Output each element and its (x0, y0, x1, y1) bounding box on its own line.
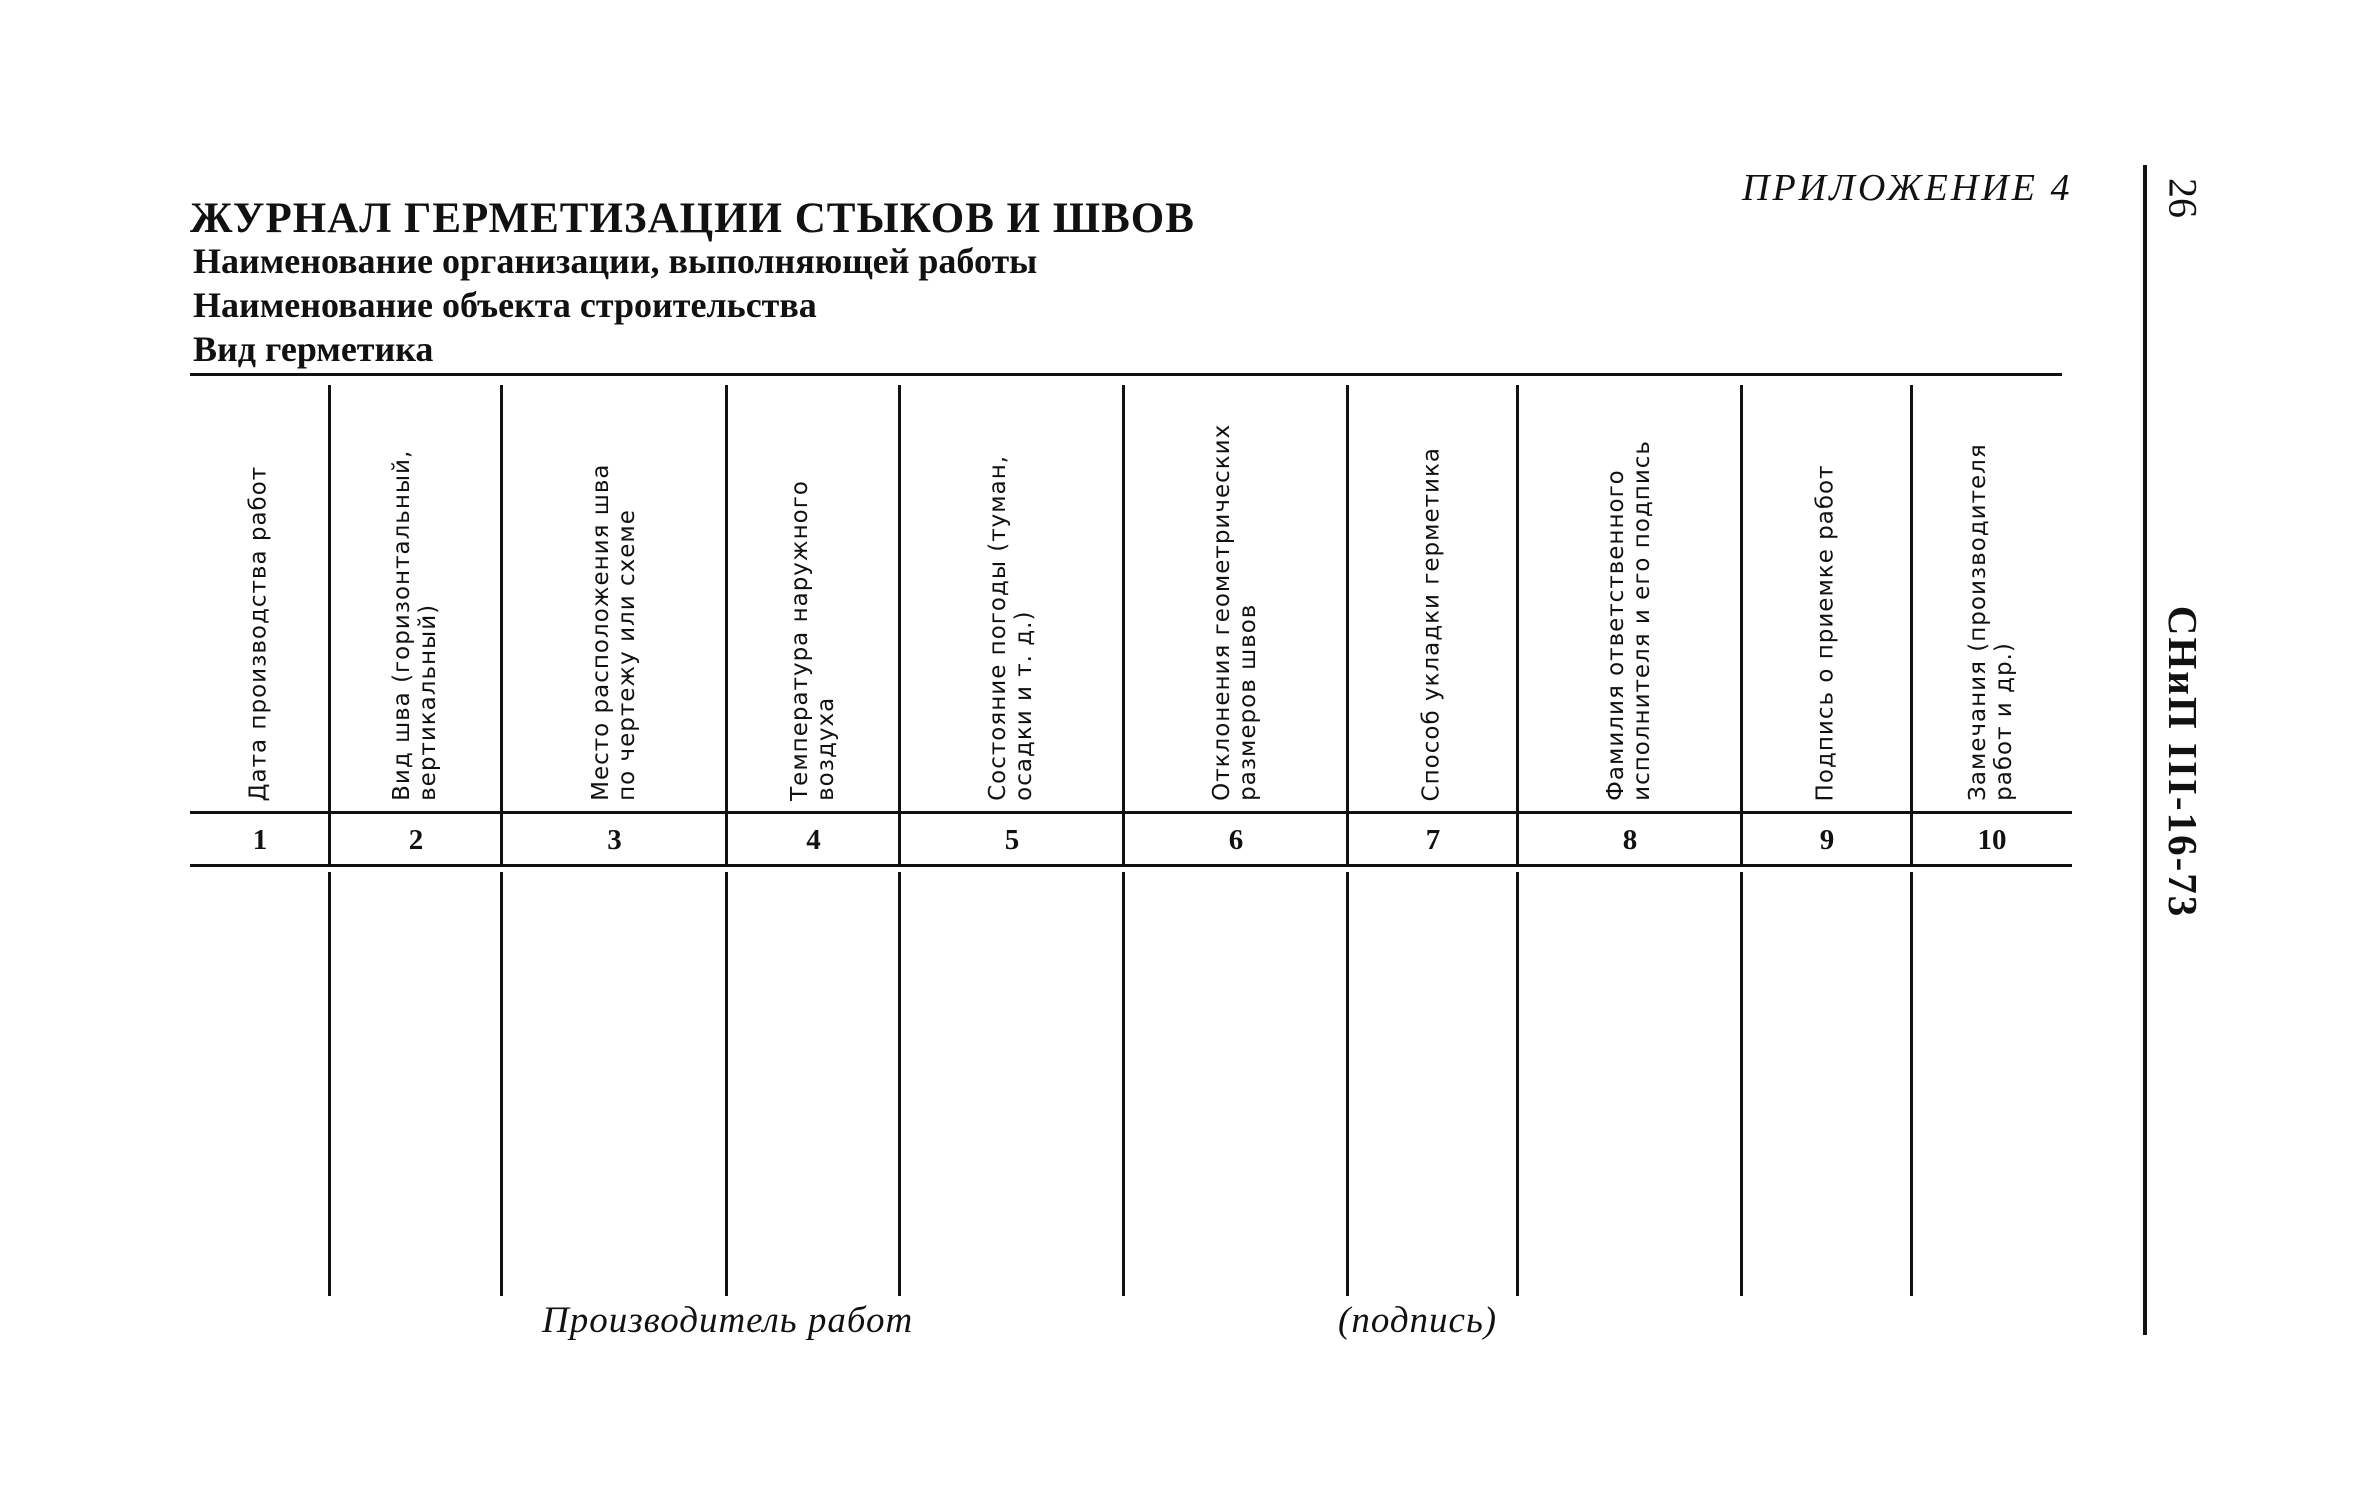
sealant-field-label: Вид герметика (193, 329, 434, 369)
column-divider (725, 811, 728, 867)
organization-field-label: Наименование организации, выполняющей работы (193, 241, 1038, 281)
column-divider (328, 811, 331, 867)
column-number-10: 10 (1977, 824, 2007, 856)
column-header-text (1965, 443, 2018, 801)
column-header-line: воздуха (813, 696, 840, 801)
signature-label: (подпись) (1338, 1300, 1498, 1341)
column-header-5 (900, 383, 1124, 801)
column-header-text (246, 465, 272, 801)
column-number-4: 4 (806, 824, 821, 856)
column-divider (1740, 385, 1743, 815)
column-header-text (1419, 447, 1445, 801)
column-divider (898, 872, 901, 1296)
column-header-line: Способ укладки герметика (1418, 446, 1445, 801)
column-header-line: Отклонения геометрических (1209, 423, 1236, 801)
column-header-text (1603, 440, 1656, 801)
column-header-4 (727, 383, 900, 801)
column-header-line: Температура наружного (786, 480, 813, 801)
column-header-10 (1912, 383, 2072, 801)
column-header-text (787, 480, 840, 801)
column-divider (500, 385, 503, 815)
column-divider (1516, 811, 1519, 867)
column-header-line: вертикальный) (415, 603, 442, 801)
column-divider (328, 385, 331, 815)
column-header-7 (1348, 383, 1518, 801)
numbers-bottom-rule (190, 864, 2072, 867)
column-divider (1740, 872, 1743, 1296)
column-divider (1910, 872, 1913, 1296)
column-divider (898, 385, 901, 815)
margin-rule (2143, 165, 2147, 1335)
column-header-text (588, 464, 641, 801)
column-number-5: 5 (1004, 824, 1020, 856)
column-divider (1516, 872, 1519, 1296)
column-header-text (985, 455, 1038, 801)
column-number-8: 8 (1622, 824, 1638, 856)
column-divider (1346, 811, 1349, 867)
column-divider (1346, 385, 1349, 815)
appendix-label: ПРИЛОЖЕНИЕ 4 (1742, 167, 2073, 209)
column-header-line: Фамилия ответственного (1603, 469, 1630, 801)
column-divider (328, 872, 331, 1296)
column-header-line: работ и др.) (1991, 642, 2018, 801)
column-number-7: 7 (1425, 824, 1441, 856)
column-header-text (1813, 464, 1839, 801)
header-bottom-rule (190, 811, 2072, 814)
column-divider (1122, 872, 1125, 1296)
column-divider (1740, 811, 1743, 867)
column-header-6 (1124, 383, 1348, 801)
column-header-3 (502, 383, 727, 801)
foreman-label: Производитель работ (542, 1300, 914, 1341)
column-divider (500, 872, 503, 1296)
column-header-line: Состояние погоды (туман, (985, 455, 1012, 801)
column-number-3: 3 (607, 824, 622, 856)
column-number-6: 6 (1228, 824, 1244, 856)
column-header-line: по чертежу или схеме (614, 509, 641, 801)
column-header-1 (190, 383, 330, 801)
column-number-2: 2 (408, 824, 424, 856)
column-divider (500, 811, 503, 867)
column-header-8 (1518, 383, 1742, 801)
column-divider (1346, 872, 1349, 1296)
column-divider (1122, 385, 1125, 815)
document-title: ЖУРНАЛ ГЕРМЕТИЗАЦИИ СТЫКОВ И ШВОВ (190, 195, 1195, 242)
table-top-rule (190, 373, 2062, 376)
column-divider (725, 385, 728, 815)
column-divider (1516, 385, 1519, 815)
column-header-line: осадки и т. д.) (1011, 610, 1038, 801)
document-code: СНиП III-16-73 (2160, 605, 2206, 919)
column-divider (1910, 811, 1913, 867)
column-divider (898, 811, 901, 867)
column-header-text (1209, 424, 1262, 801)
column-header-line: исполнителя и его подпись (1629, 440, 1656, 801)
column-header-line: Вид шва (горизонтальный, (389, 449, 416, 801)
column-header-line: Дата производства работ (245, 465, 272, 801)
column-number-1: 1 (252, 824, 268, 856)
column-header-line: Замечания (производителя (1965, 443, 1992, 801)
column-header-text (389, 450, 442, 801)
column-divider (1910, 385, 1913, 815)
column-header-line: размеров швов (1235, 603, 1262, 801)
column-header-line: Подпись о приемке работ (1812, 464, 1839, 801)
column-number-9: 9 (1819, 824, 1835, 856)
column-header-2 (330, 383, 502, 801)
column-divider (1122, 811, 1125, 867)
object-field-label: Наименование объекта строительства (193, 285, 817, 325)
column-divider (725, 872, 728, 1296)
page-number: 26 (2160, 178, 2206, 218)
column-header-9 (1742, 383, 1912, 801)
column-header-line: Место расположения шва (587, 463, 614, 801)
